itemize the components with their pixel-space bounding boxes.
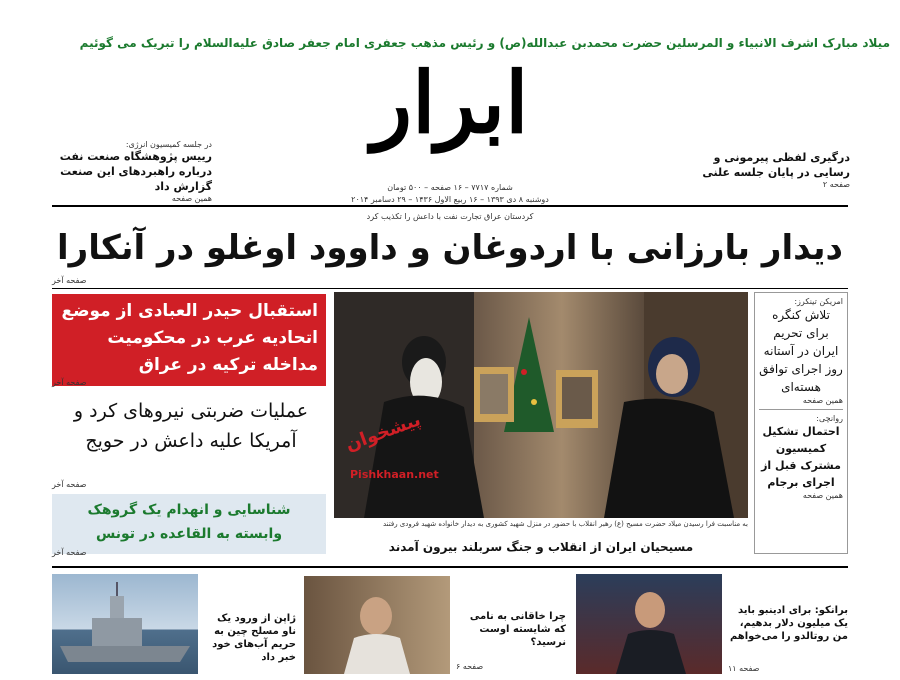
ship-photo [52, 574, 198, 674]
right-teaser-title: درگیری لفظی پیرمونی و رسایی در پایان جلسه علنی [702, 151, 850, 179]
right-col-divider [759, 409, 843, 410]
lead-headline[interactable]: دیدار بارزانی با اردوغان و داوود اوغلو در آنکارا [56, 228, 843, 268]
lead-rule [52, 288, 848, 289]
bottom-item1-title[interactable]: ژاپن از ورود یک ناو مسلح چین به حریم آب‌های خود خبر داد [212, 613, 296, 663]
photo-caption-main[interactable]: مسیحیان ایران از انقلاب و جنگ سربلند بیرون آمدند [388, 540, 694, 554]
left-teaser-title: رییس پژوهشگاه صنعت نفت درباره راهبردهای این صنعت گزارش داد [59, 150, 212, 193]
right-teaser[interactable] [690, 150, 850, 189]
green-box-ref: صفحه آخر [52, 548, 87, 557]
mid-story-ref: صفحه آخر [52, 480, 87, 489]
bottom-item2-title[interactable]: چرا خاقانی به نامی که شایسته اوست نرسید؟ [469, 611, 566, 648]
masthead-logo: ابرار [371, 53, 529, 152]
green-box-title: شناسایی و انهدام یک گروهک وابسته به القاعده در تونس [87, 502, 291, 542]
lead-kicker: کردستان عراق تجارت نفت با داعش را تکذیب کرد [366, 212, 534, 221]
green-box[interactable] [52, 494, 326, 554]
mid-story[interactable]: عملیات ضربتی نیروهای کرد و آمریکا علیه داعش در حویج [73, 400, 309, 452]
left-teaser-ref: همین صفحه [171, 194, 212, 203]
right-col [754, 292, 848, 554]
main-photo [334, 292, 748, 518]
top-banner: میلاد مبارک اشرف الانبیاء و المرسلین حضرت محمدبن عبدالله(ص) و رئیس مذهب جعفری امام جعفر صادق علیه‌السلام را تبریک می گوئیم [79, 36, 890, 50]
watermark-script: پیشخوان [342, 409, 424, 456]
right-story2-title[interactable]: احتمال تشکیل کمیسیون مشترک قبل از اجرای برجام [761, 425, 841, 489]
lead-ref: صفحه آخر [52, 276, 87, 285]
watermark-url: Pishkhaan.net [350, 468, 439, 481]
red-box[interactable] [52, 294, 326, 386]
right-story2-ref: همین صفحه [802, 491, 843, 500]
left-teaser-kicker: در جلسه کمیسیون انرژی: [125, 140, 212, 149]
red-box-ref: صفحه آخر [52, 378, 87, 387]
writer-photo [304, 576, 450, 674]
red-box-title: استقبال حیدر العبادی از موضع اتحادیه عرب در محکومیت مداخله ترکیه در عراق [61, 301, 318, 375]
right-teaser-ref: صفحه ۲ [822, 180, 850, 189]
right-story2-kicker: روانچی: [816, 414, 843, 423]
right-story1-ref: همین صفحه [802, 396, 843, 405]
right-story1-kicker: امریکن تینکرز: [794, 297, 843, 306]
right-story1-title[interactable]: تلاش کنگره برای تحریم ایران در آستانه روز اجرای توافق هسته‌ای [759, 308, 843, 394]
photo-caption-small: به مناسبت فرا رسیدن میلاد حضرت مسیح (ع) رهبر انقلاب با حضور در منزل شهید کشوری به دیدار خانواده شهید فرودی رفتند [382, 520, 748, 528]
bottom-item2-ref: صفحه ۶ [456, 662, 484, 671]
bottom-item3-ref: صفحه ۱۱ [728, 664, 760, 673]
masthead-rule [52, 205, 848, 207]
left-teaser[interactable] [52, 140, 212, 203]
bottom-item3-title[interactable]: برانکو: برای ادینبو باید یک میلیون دلار بدهیم، من روتالدو را می‌خواهم [729, 605, 848, 642]
issue-line: شماره ۷۷۱۷ – ۱۶ صفحه – ۵۰۰ تومان [387, 183, 513, 192]
date-line: دوشنبه ۸ دی ۱۳۹۳ – ۱۶ ربیع الاول ۱۴۳۶ – ۲۹ دسامبر ۲۰۱۴ [351, 195, 549, 204]
bottom-rule [52, 566, 848, 568]
coach-photo [576, 574, 722, 674]
